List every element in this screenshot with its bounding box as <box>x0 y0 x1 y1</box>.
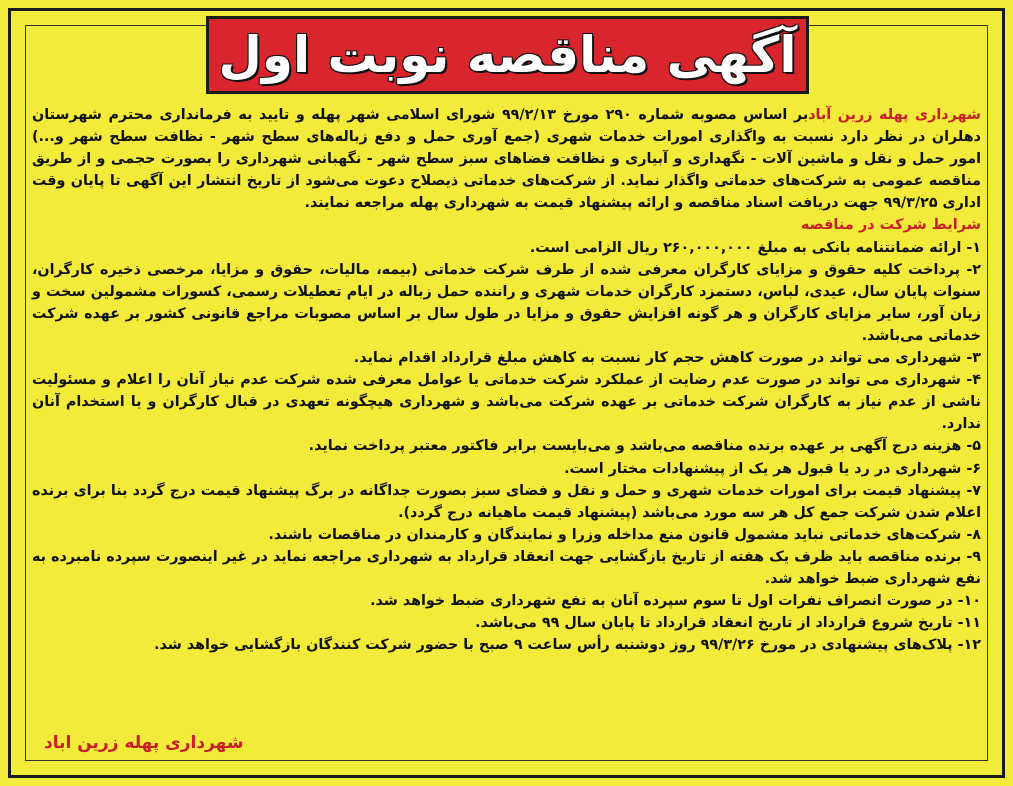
intro-paragraph <box>32 104 981 214</box>
condition-item-3: ۳- شهرداری می تواند در صورت کاهش حجم کار نسبت به کاهش مبلغ قرارداد اقدام نماید. <box>353 350 981 367</box>
page-title: آگهی مناقصه نوبت اول <box>218 26 797 84</box>
condition-item-5: ۵- هزینه درج آگهی بر عهده برنده مناقصه می‌باشد و می‌بایست برابر فاکتور معتبر پرداخت نماید. <box>308 438 981 455</box>
condition-item-12: ۱۲- پلاک‌های پیشنهادی در مورخ ۹۹/۳/۲۶ روز دوشنبه رأس ساعت ۹ صبح با حضور شرکت کنندگان بازگشایی خواهد شد. <box>154 637 981 654</box>
condition-item-6: ۶- شهرداری در رد یا قبول هر یک از پیشنهادات مختار است. <box>564 460 981 477</box>
issuer-name: شهرداری پهله زرین آباد <box>808 107 981 123</box>
intro-text: بر اساس مصوبه شماره ۲۹۰ مورخ ۹۹/۲/۱۳ شورای اسلامی شهر پهله و تایید به فرمانداری محترم شهرستان دهلران در نظر دارد نسبت به واگذاری امورات خدمات شهری (جمع آوری حمل و دفع زباله‌های سطح شهر - نظافت سطح شهر و...) امور حمل و نقل و ماشین آلات - نگهداری و آبیاری و نظافت فضاهای سبز سطح شهر - نگهبانی شهرداری را بصورت حجمی و از طریق مناقصه عمومی به شرکت‌های خدماتی واگذار نماید. از شرکت‌های خدماتی ذیصلاح دعوت می‌شود از تاریخ انتشار این آگهی تا پایان وقت اداری ۹۹/۳/۲۵ جهت دریافت اسناد مناقصه و ارائه پیشنهاد قیمت به شهرداری پهله مراجعه نمایند. <box>32 107 981 212</box>
signature: شهرداری پهله زرین اباد <box>44 733 244 753</box>
condition-item-4: ۴- شهرداری می تواند در صورت عدم رضایت از عملکرد شرکت خدماتی یا عوامل معرفی شده شرکت عدم نیاز آنان را اعلام و مسئولیت ناشی از عدم نیاز به کارگران شرکت خدماتی بر عهده شرکت می‌باشد و شهرداری هیچگونه تعهدی در قبال کارگران و یا استخدام آنان ندارد. <box>32 372 981 433</box>
condition-item-1: ۱- ارائه ضمانتنامه بانکی به مبلغ ۲۶۰,۰۰۰,۰۰۰ ریال الزامی است. <box>529 239 981 256</box>
condition-item-2: ۲- پرداخت کلیه حقوق و مزایای کارگران معرفی شده از طرف شرکت خدماتی (بیمه، مالیات، حقوق و مزایا، مرخصی ذخیره کارگران، سنوات پایان سال، عیدی، لباس، دستمزد کارگران خدمات شهری و راننده حمل زباله در ایام تعطیلات رسمی، کسورات مشمولین سخت و زیان آور، سایر مزایای کارگران و هر گونه افزایش حقوق و مزایا در طول سال بر اساس مصوبات مراجع قانونی کشور بر عهده شرکت خدماتی می‌باشد. <box>32 261 981 344</box>
condition-item-7: ۷- پیشنهاد قیمت برای امورات خدمات شهری و حمل و نقل و فضای سبز بصورت جداگانه در برگ پیشنهاد قیمت درج گردد بنا برای برنده اعلام شدن شرکت جمع کل هر سه مورد می‌باشد (پیشنهاد قیمت ماهیانه درج گردد). <box>32 482 981 521</box>
notice-body <box>32 104 981 656</box>
condition-item-10: ۱۰- در صورت انصراف نفرات اول تا سوم سپرده آنان به نفع شهرداری ضبط خواهد شد. <box>370 593 981 610</box>
condition-item-11: ۱۱- تاریخ شروع قرارداد از تاریخ انعقاد قرارداد تا پایان سال ۹۹ می‌باشد. <box>475 615 981 632</box>
conditions-heading: شرایط شرکت در مناقصه <box>800 217 981 234</box>
condition-item-8: ۸- شرکت‌های خدماتی نباید مشمول قانون منع مداخله وزرا و نمایندگان و کارمندان در مناقصات باشند. <box>268 526 981 543</box>
condition-item-9: ۹- برنده مناقصه باید ظرف یک هفته از تاریخ بازگشایی جهت انعقاد قرارداد به شهرداری مراجعه نماید در غیر اینصورت سپرده نامبرده به نفع شهرداری ضبط خواهد شد. <box>32 548 981 587</box>
title-banner <box>206 16 809 94</box>
